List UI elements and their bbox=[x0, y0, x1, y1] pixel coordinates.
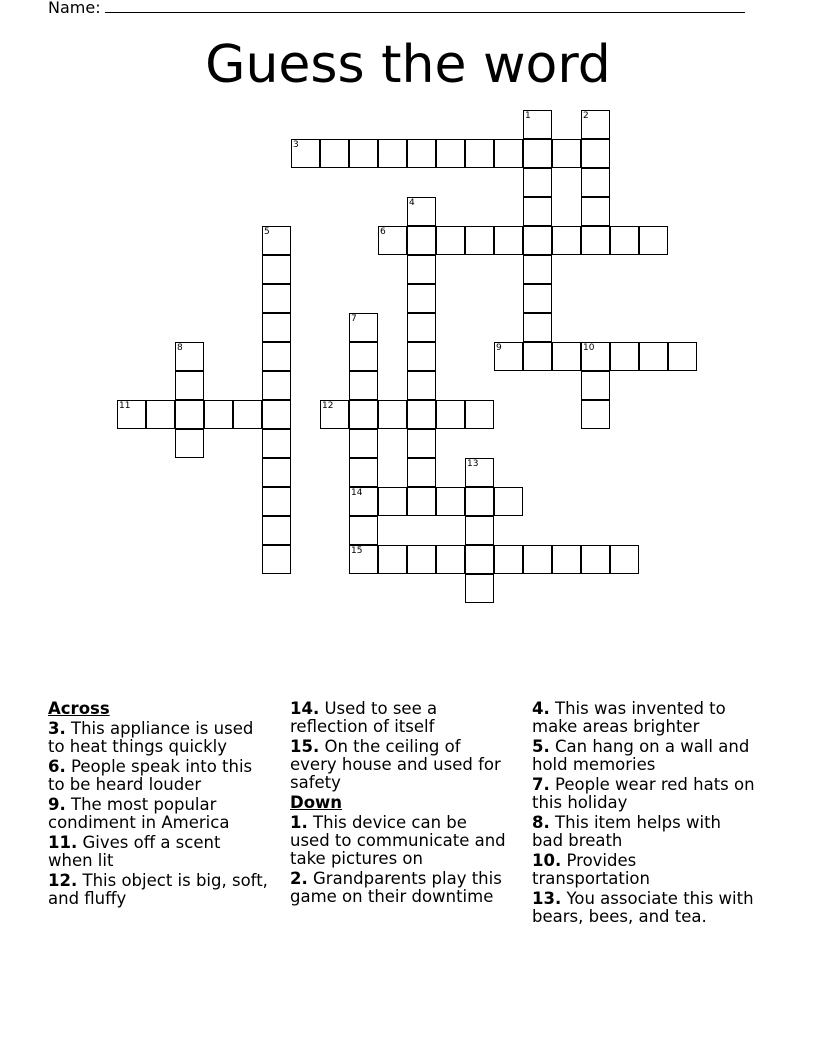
clue-down-7: 7. People wear red hats on this holiday bbox=[532, 775, 755, 812]
clue-down-1: 1. This device can be used to communicate and take pictures on bbox=[290, 813, 506, 868]
clue-number: 12 bbox=[322, 401, 334, 411]
grid-cell[interactable] bbox=[465, 400, 494, 429]
grid-cell[interactable] bbox=[407, 139, 436, 168]
grid-cell[interactable] bbox=[465, 516, 494, 545]
grid-cell[interactable] bbox=[175, 342, 204, 371]
grid-cell[interactable] bbox=[262, 429, 291, 458]
clues-column-1 bbox=[48, 700, 268, 910]
grid-cell[interactable] bbox=[262, 313, 291, 342]
grid-cell[interactable] bbox=[610, 226, 639, 255]
grid-cell[interactable] bbox=[349, 429, 378, 458]
grid-cell[interactable] bbox=[320, 139, 349, 168]
clues-column-3 bbox=[532, 700, 757, 928]
grid-cell[interactable] bbox=[117, 400, 146, 429]
grid-cell[interactable] bbox=[436, 487, 465, 516]
grid-cell[interactable] bbox=[378, 139, 407, 168]
grid-cell[interactable] bbox=[581, 110, 610, 139]
clue-across-3: 3. This appliance is used to heat things quickly bbox=[48, 719, 254, 756]
grid-cell[interactable] bbox=[262, 545, 291, 574]
clue-number: 10 bbox=[583, 343, 595, 353]
grid-cell[interactable] bbox=[407, 458, 436, 487]
clue-number: 7 bbox=[351, 314, 357, 324]
grid-cell[interactable] bbox=[581, 371, 610, 400]
grid-cell[interactable] bbox=[349, 371, 378, 400]
grid-cell[interactable] bbox=[175, 429, 204, 458]
grid-cell[interactable] bbox=[581, 197, 610, 226]
grid-cell[interactable] bbox=[349, 458, 378, 487]
grid-cell[interactable] bbox=[378, 400, 407, 429]
grid-cell[interactable] bbox=[465, 574, 494, 603]
grid-cell[interactable] bbox=[175, 371, 204, 400]
grid-cell[interactable] bbox=[436, 139, 465, 168]
grid-cell[interactable] bbox=[407, 487, 436, 516]
clue-down-2: 2. Grandparents play this game on their downtime bbox=[290, 869, 502, 906]
grid-cell[interactable] bbox=[523, 139, 552, 168]
grid-cell[interactable] bbox=[349, 516, 378, 545]
grid-cell[interactable] bbox=[204, 400, 233, 429]
grid-cell[interactable] bbox=[349, 342, 378, 371]
clue-across-6: 6. People speak into this to be heard louder bbox=[48, 757, 253, 794]
down-heading: Down bbox=[290, 793, 343, 812]
grid-cell[interactable] bbox=[407, 197, 436, 226]
grid-cell[interactable] bbox=[378, 487, 407, 516]
clue-across-11: 11. Gives off a scent when lit bbox=[48, 833, 221, 870]
grid-cell[interactable] bbox=[407, 226, 436, 255]
grid-cell[interactable] bbox=[349, 313, 378, 342]
clue-down-4: 4. This was invented to make areas brighter bbox=[532, 699, 726, 736]
grid-cell[interactable] bbox=[262, 487, 291, 516]
clue-down-8: 8. This item helps with bad breath bbox=[532, 813, 721, 850]
clue-across-12: 12. This object is big, soft, and fluffy bbox=[48, 871, 268, 908]
grid-cell[interactable] bbox=[581, 400, 610, 429]
grid-cell[interactable] bbox=[494, 139, 523, 168]
grid-cell[interactable] bbox=[668, 342, 697, 371]
grid-cell[interactable] bbox=[146, 400, 175, 429]
grid-cell[interactable] bbox=[523, 545, 552, 574]
grid-cell[interactable] bbox=[378, 545, 407, 574]
clue-number: 2 bbox=[583, 111, 589, 121]
grid-cell[interactable] bbox=[320, 400, 349, 429]
grid-cell[interactable] bbox=[436, 545, 465, 574]
clue-number: 9 bbox=[496, 343, 502, 353]
grid-cell[interactable] bbox=[581, 139, 610, 168]
grid-cell[interactable] bbox=[552, 226, 581, 255]
grid-cell[interactable] bbox=[262, 255, 291, 284]
grid-cell[interactable] bbox=[523, 313, 552, 342]
clues-column-2 bbox=[290, 700, 510, 908]
clue-down-5: 5. Can hang on a wall and hold memories bbox=[532, 737, 750, 774]
grid-cell[interactable] bbox=[465, 226, 494, 255]
grid-cell[interactable] bbox=[610, 342, 639, 371]
grid-cell[interactable] bbox=[262, 400, 291, 429]
page-title: Guess the word bbox=[205, 35, 611, 95]
grid-cell[interactable] bbox=[494, 487, 523, 516]
clue-number: 6 bbox=[380, 227, 386, 237]
grid-cell[interactable] bbox=[523, 226, 552, 255]
grid-cell[interactable] bbox=[523, 110, 552, 139]
grid-cell[interactable] bbox=[407, 342, 436, 371]
clue-down-13: 13. You associate this with bears, bees, and tea. bbox=[532, 889, 754, 926]
grid-cell[interactable] bbox=[523, 342, 552, 371]
grid-cell[interactable] bbox=[407, 545, 436, 574]
across-heading: Across bbox=[48, 699, 110, 718]
grid-cell[interactable] bbox=[349, 487, 378, 516]
clue-number: 4 bbox=[409, 198, 415, 208]
grid-cell[interactable] bbox=[407, 255, 436, 284]
grid-cell[interactable] bbox=[291, 139, 320, 168]
grid-cell[interactable] bbox=[175, 400, 204, 429]
clue-number: 1 bbox=[525, 111, 531, 121]
grid-cell[interactable] bbox=[610, 545, 639, 574]
clue-number: 15 bbox=[351, 546, 363, 556]
grid-cell[interactable] bbox=[349, 400, 378, 429]
grid-cell[interactable] bbox=[407, 284, 436, 313]
name-label: Name: bbox=[48, 0, 101, 17]
clue-across-15: 15. On the ceiling of every house and used for safety bbox=[290, 737, 501, 792]
clue-number: 3 bbox=[293, 140, 299, 150]
grid-cell[interactable] bbox=[407, 313, 436, 342]
grid-cell[interactable] bbox=[465, 458, 494, 487]
grid-cell[interactable] bbox=[639, 342, 668, 371]
grid-cell[interactable] bbox=[523, 168, 552, 197]
grid-cell[interactable] bbox=[494, 545, 523, 574]
clue-across-9: 9. The most popular condiment in America bbox=[48, 795, 230, 832]
clue-number: 11 bbox=[119, 401, 131, 411]
grid-cell[interactable] bbox=[465, 487, 494, 516]
grid-cell[interactable] bbox=[581, 226, 610, 255]
grid-cell[interactable] bbox=[494, 226, 523, 255]
grid-cell[interactable] bbox=[581, 545, 610, 574]
grid-cell[interactable] bbox=[465, 139, 494, 168]
grid-cell[interactable] bbox=[581, 168, 610, 197]
grid-cell[interactable] bbox=[407, 429, 436, 458]
grid-cell[interactable] bbox=[465, 545, 494, 574]
grid-cell[interactable] bbox=[436, 400, 465, 429]
grid-cell[interactable] bbox=[349, 139, 378, 168]
clue-across-14: 14. Used to see a reflection of itself bbox=[290, 699, 438, 736]
grid-cell[interactable] bbox=[639, 226, 668, 255]
grid-cell[interactable] bbox=[262, 342, 291, 371]
clue-number: 13 bbox=[467, 459, 479, 469]
grid-cell[interactable] bbox=[523, 197, 552, 226]
grid-cell[interactable] bbox=[436, 226, 465, 255]
grid-cell[interactable] bbox=[349, 545, 378, 574]
grid-cell[interactable] bbox=[262, 371, 291, 400]
grid-cell[interactable] bbox=[407, 400, 436, 429]
clue-number: 14 bbox=[351, 488, 363, 498]
clue-number: 8 bbox=[177, 343, 183, 353]
clue-number: 5 bbox=[264, 227, 270, 237]
grid-cell[interactable] bbox=[262, 516, 291, 545]
grid-cell[interactable] bbox=[233, 400, 262, 429]
grid-cell[interactable] bbox=[262, 458, 291, 487]
grid-cell[interactable] bbox=[378, 226, 407, 255]
grid-cell[interactable] bbox=[262, 226, 291, 255]
clue-down-10: 10. Provides transportation bbox=[532, 851, 650, 888]
grid-cell[interactable] bbox=[262, 284, 291, 313]
grid-cell[interactable] bbox=[523, 284, 552, 313]
grid-cell[interactable] bbox=[552, 342, 581, 371]
grid-cell[interactable] bbox=[494, 342, 523, 371]
grid-cell[interactable] bbox=[552, 139, 581, 168]
grid-cell[interactable] bbox=[552, 545, 581, 574]
grid-cell[interactable] bbox=[407, 371, 436, 400]
grid-cell[interactable] bbox=[523, 255, 552, 284]
grid-cell[interactable] bbox=[581, 342, 610, 371]
